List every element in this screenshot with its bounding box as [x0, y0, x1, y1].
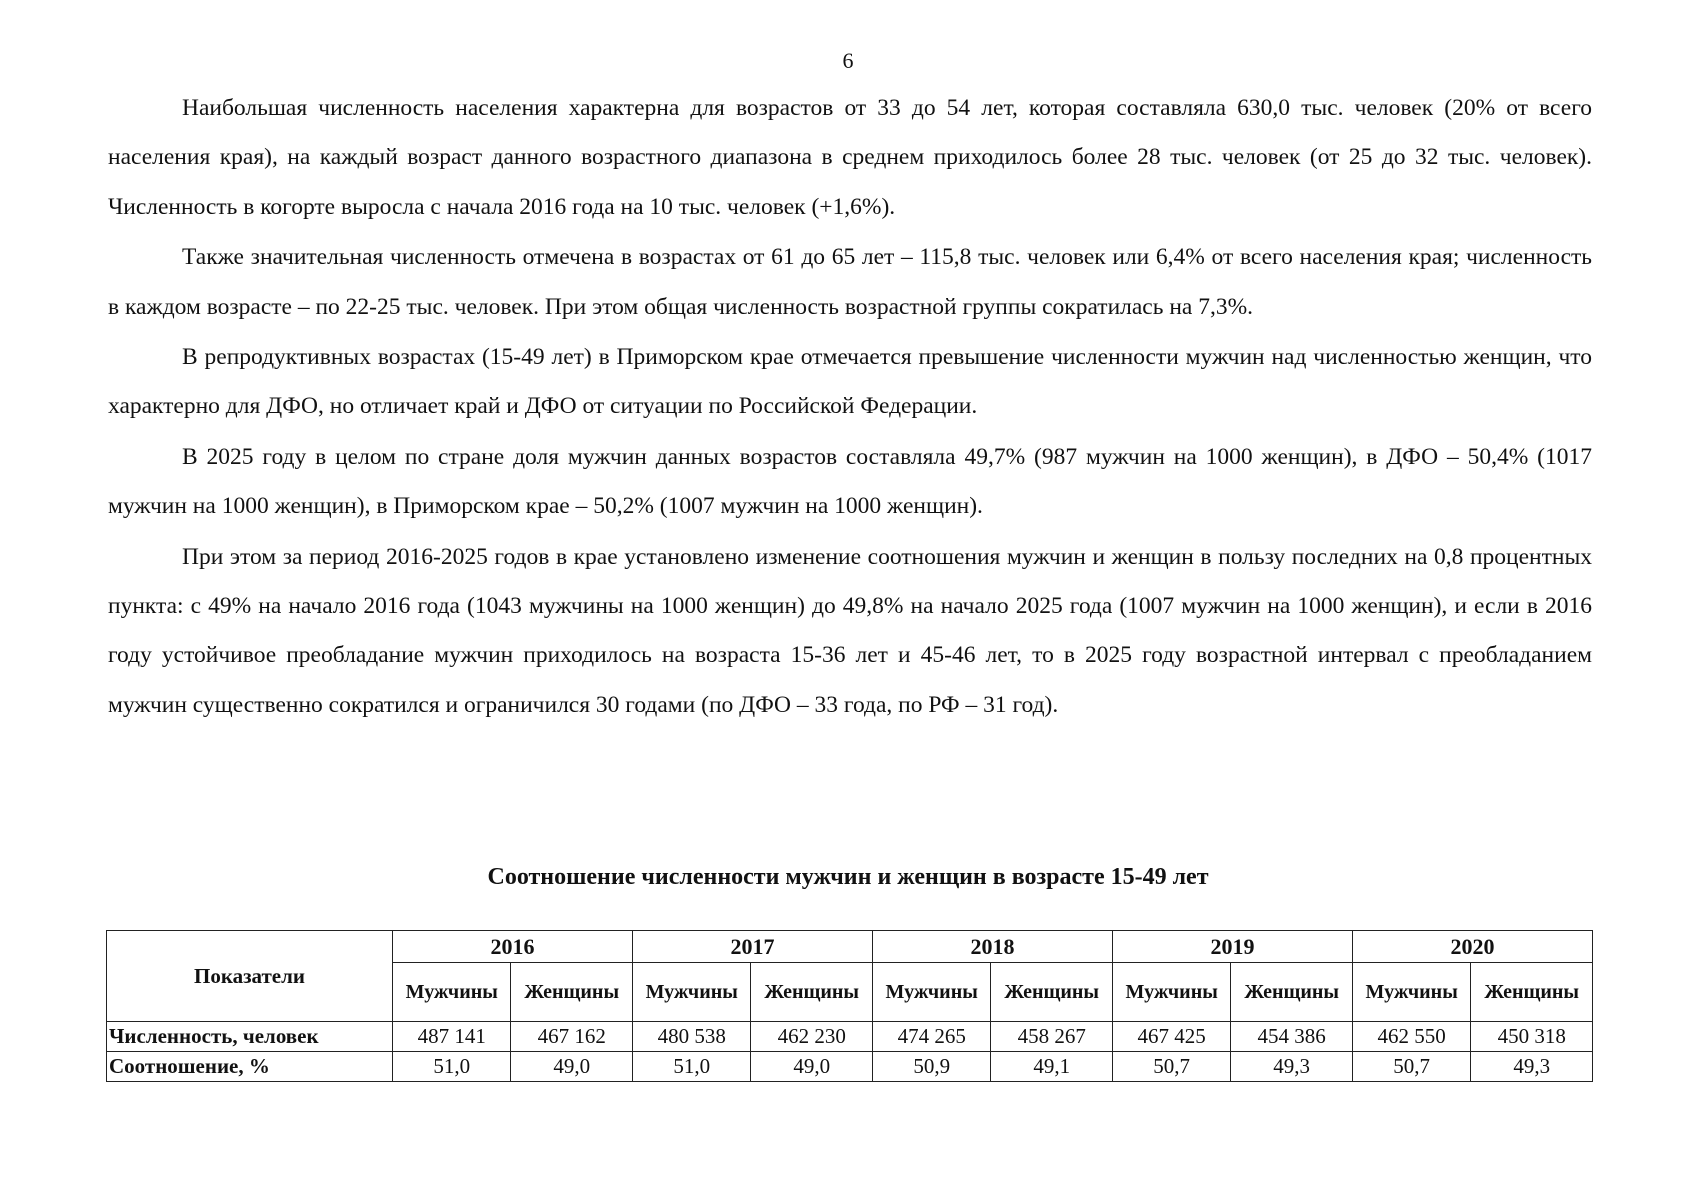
female-header: Женщины [1231, 963, 1353, 1022]
table-cell: 49,3 [1471, 1052, 1593, 1082]
table-cell: 487 141 [393, 1022, 511, 1052]
row-label: Численность, человек [107, 1022, 393, 1052]
table-cell: 51,0 [632, 1052, 750, 1082]
year-header: 2018 [872, 931, 1112, 963]
male-header: Мужчины [1112, 963, 1230, 1022]
table-title: Соотношение численности мужчин и женщин в возрасте 15-49 лет [487, 864, 1209, 890]
table-cell: 49,1 [991, 1052, 1113, 1082]
table-cell: 49,0 [751, 1052, 873, 1082]
paragraph: Также значительная численность отмечена в возрастах от 61 до 65 лет – 115,8 тыс. человек или 6,4% от всего населения края; численность в каждом возрасте – по 22-25 тыс. человек. При этом общая численность возрастной группы сократилась на 7,3%. [108, 244, 1592, 320]
paragraph: В репродуктивных возрастах (15-49 лет) в Приморском крае отмечается превышение численности мужчин над численностью женщин, что характерно для ДФО, но отличает край и ДФО от ситуации по Российской Федерации. [108, 344, 1592, 420]
row-label: Соотношение, % [107, 1052, 393, 1082]
table-cell: 462 550 [1352, 1022, 1470, 1052]
year-header: 2019 [1112, 931, 1352, 963]
female-header: Женщины [991, 963, 1113, 1022]
table-cell: 474 265 [872, 1022, 990, 1052]
table-row-ratio [107, 1052, 1593, 1082]
page-number: 6 [842, 48, 854, 73]
table-cell: 50,9 [872, 1052, 990, 1082]
table-row-population [107, 1022, 1593, 1052]
table-cell: 454 386 [1231, 1022, 1353, 1052]
male-header: Мужчины [393, 963, 511, 1022]
table-header-years [107, 931, 1593, 963]
year-header: 2017 [632, 931, 872, 963]
table-cell: 50,7 [1112, 1052, 1230, 1082]
table-cell: 450 318 [1471, 1022, 1593, 1052]
body-text [108, 84, 1592, 731]
indicator-header: Показатели [107, 931, 393, 1022]
female-header: Женщины [751, 963, 873, 1022]
year-header: 2020 [1352, 931, 1592, 963]
table-cell: 49,0 [511, 1052, 633, 1082]
table-cell: 467 425 [1112, 1022, 1230, 1052]
male-header: Мужчины [632, 963, 750, 1022]
table-cell: 49,3 [1231, 1052, 1353, 1082]
table-cell: 50,7 [1352, 1052, 1470, 1082]
male-header: Мужчины [1352, 963, 1470, 1022]
table-cell: 51,0 [393, 1052, 511, 1082]
year-header: 2016 [393, 931, 633, 963]
paragraph: При этом за период 2016-2025 годов в крае установлено изменение соотношения мужчин и женщин в пользу последних на 0,8 процентных пункта: с 49% на начало 2016 года (1043 мужчины на 1000 женщин) до 49,8% на начало 2025 года (1007 мужчин на 1000 женщин), и если в 2016 году устойчивое преобладание мужчин приходилось на возраста 15-36 лет и 45-46 лет, то в 2025 году возрастной интервал с преобладанием мужчин существенно сократился и ограничился 30 годами (по ДФО – 33 года, по РФ – 31 год). [108, 543, 1592, 718]
sex-ratio-table [106, 930, 1593, 1082]
paragraph: Наибольшая численность населения характерна для возрастов от 33 до 54 лет, которая составляла 630,0 тыс. человек (20% от всего населения края), на каждый возраст данного возрастного диапазона в среднем приходилось более 28 тыс. человек (от 25 до 32 тыс. человек). Численность в когорте выросла с начала 2016 года на 10 тыс. человек (+1,6%). [108, 95, 1592, 220]
female-header: Женщины [1471, 963, 1593, 1022]
female-header: Женщины [511, 963, 633, 1022]
male-header: Мужчины [872, 963, 990, 1022]
table-cell: 462 230 [751, 1022, 873, 1052]
table-cell: 467 162 [511, 1022, 633, 1052]
table-cell: 480 538 [632, 1022, 750, 1052]
paragraph: В 2025 году в целом по стране доля мужчин данных возрастов составляла 49,7% (987 мужчин на 1000 женщин), в ДФО – 50,4% (1017 мужчин на 1000 женщин), в Приморском крае – 50,2% (1007 мужчин на 1000 женщин). [108, 443, 1592, 520]
table-cell: 458 267 [991, 1022, 1113, 1052]
